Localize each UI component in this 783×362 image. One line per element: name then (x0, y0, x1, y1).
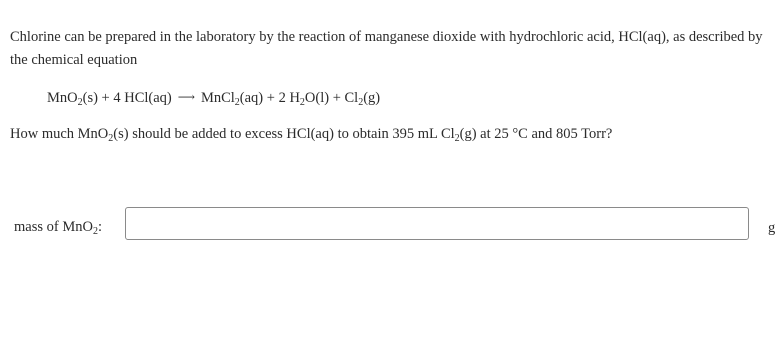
chemical-equation (47, 88, 380, 108)
reaction-arrow-icon: ⟶ (177, 90, 195, 104)
prompt-part: (g) at 25 °C and 805 Torr? (459, 126, 613, 142)
answer-label-colon: : (97, 219, 102, 235)
equation-reactants-rest: (s) + 4 HCl(aq) (82, 90, 172, 106)
prompt-subscript: 2 (108, 133, 114, 144)
equation-product-water-start: (aq) + 2 H (239, 90, 300, 106)
answer-label (14, 217, 102, 237)
mass-answer-input[interactable] (125, 207, 749, 240)
equation-subscript: 2 (358, 97, 364, 108)
question-intro: Chlorine can be prepared in the laboratory by the reaction of manganese dioxide with hydrochloric acid, HCl(aq), as described by the chemical equation (10, 29, 763, 68)
answer-label-subscript: 2 (92, 226, 98, 237)
equation-product-end: (g) (363, 90, 381, 106)
equation-subscript: 2 (234, 97, 240, 108)
equation-subscript: 2 (299, 97, 305, 108)
question-prompt (10, 124, 612, 144)
answer-label-text: mass of MnO (14, 219, 93, 235)
unit-label: g (768, 220, 776, 236)
equation-product-chlorine-start: O(l) + Cl (304, 90, 359, 106)
prompt-subscript: 2 (454, 133, 460, 144)
prompt-part: How much MnO (10, 126, 109, 142)
equation-product-mncl2: MnCl (200, 90, 235, 106)
equation-reactant-mno2: MnO (47, 90, 78, 106)
prompt-part: (s) should be added to excess HCl(aq) to obtain 395 mL Cl (113, 126, 455, 142)
equation-subscript: 2 (77, 97, 83, 108)
